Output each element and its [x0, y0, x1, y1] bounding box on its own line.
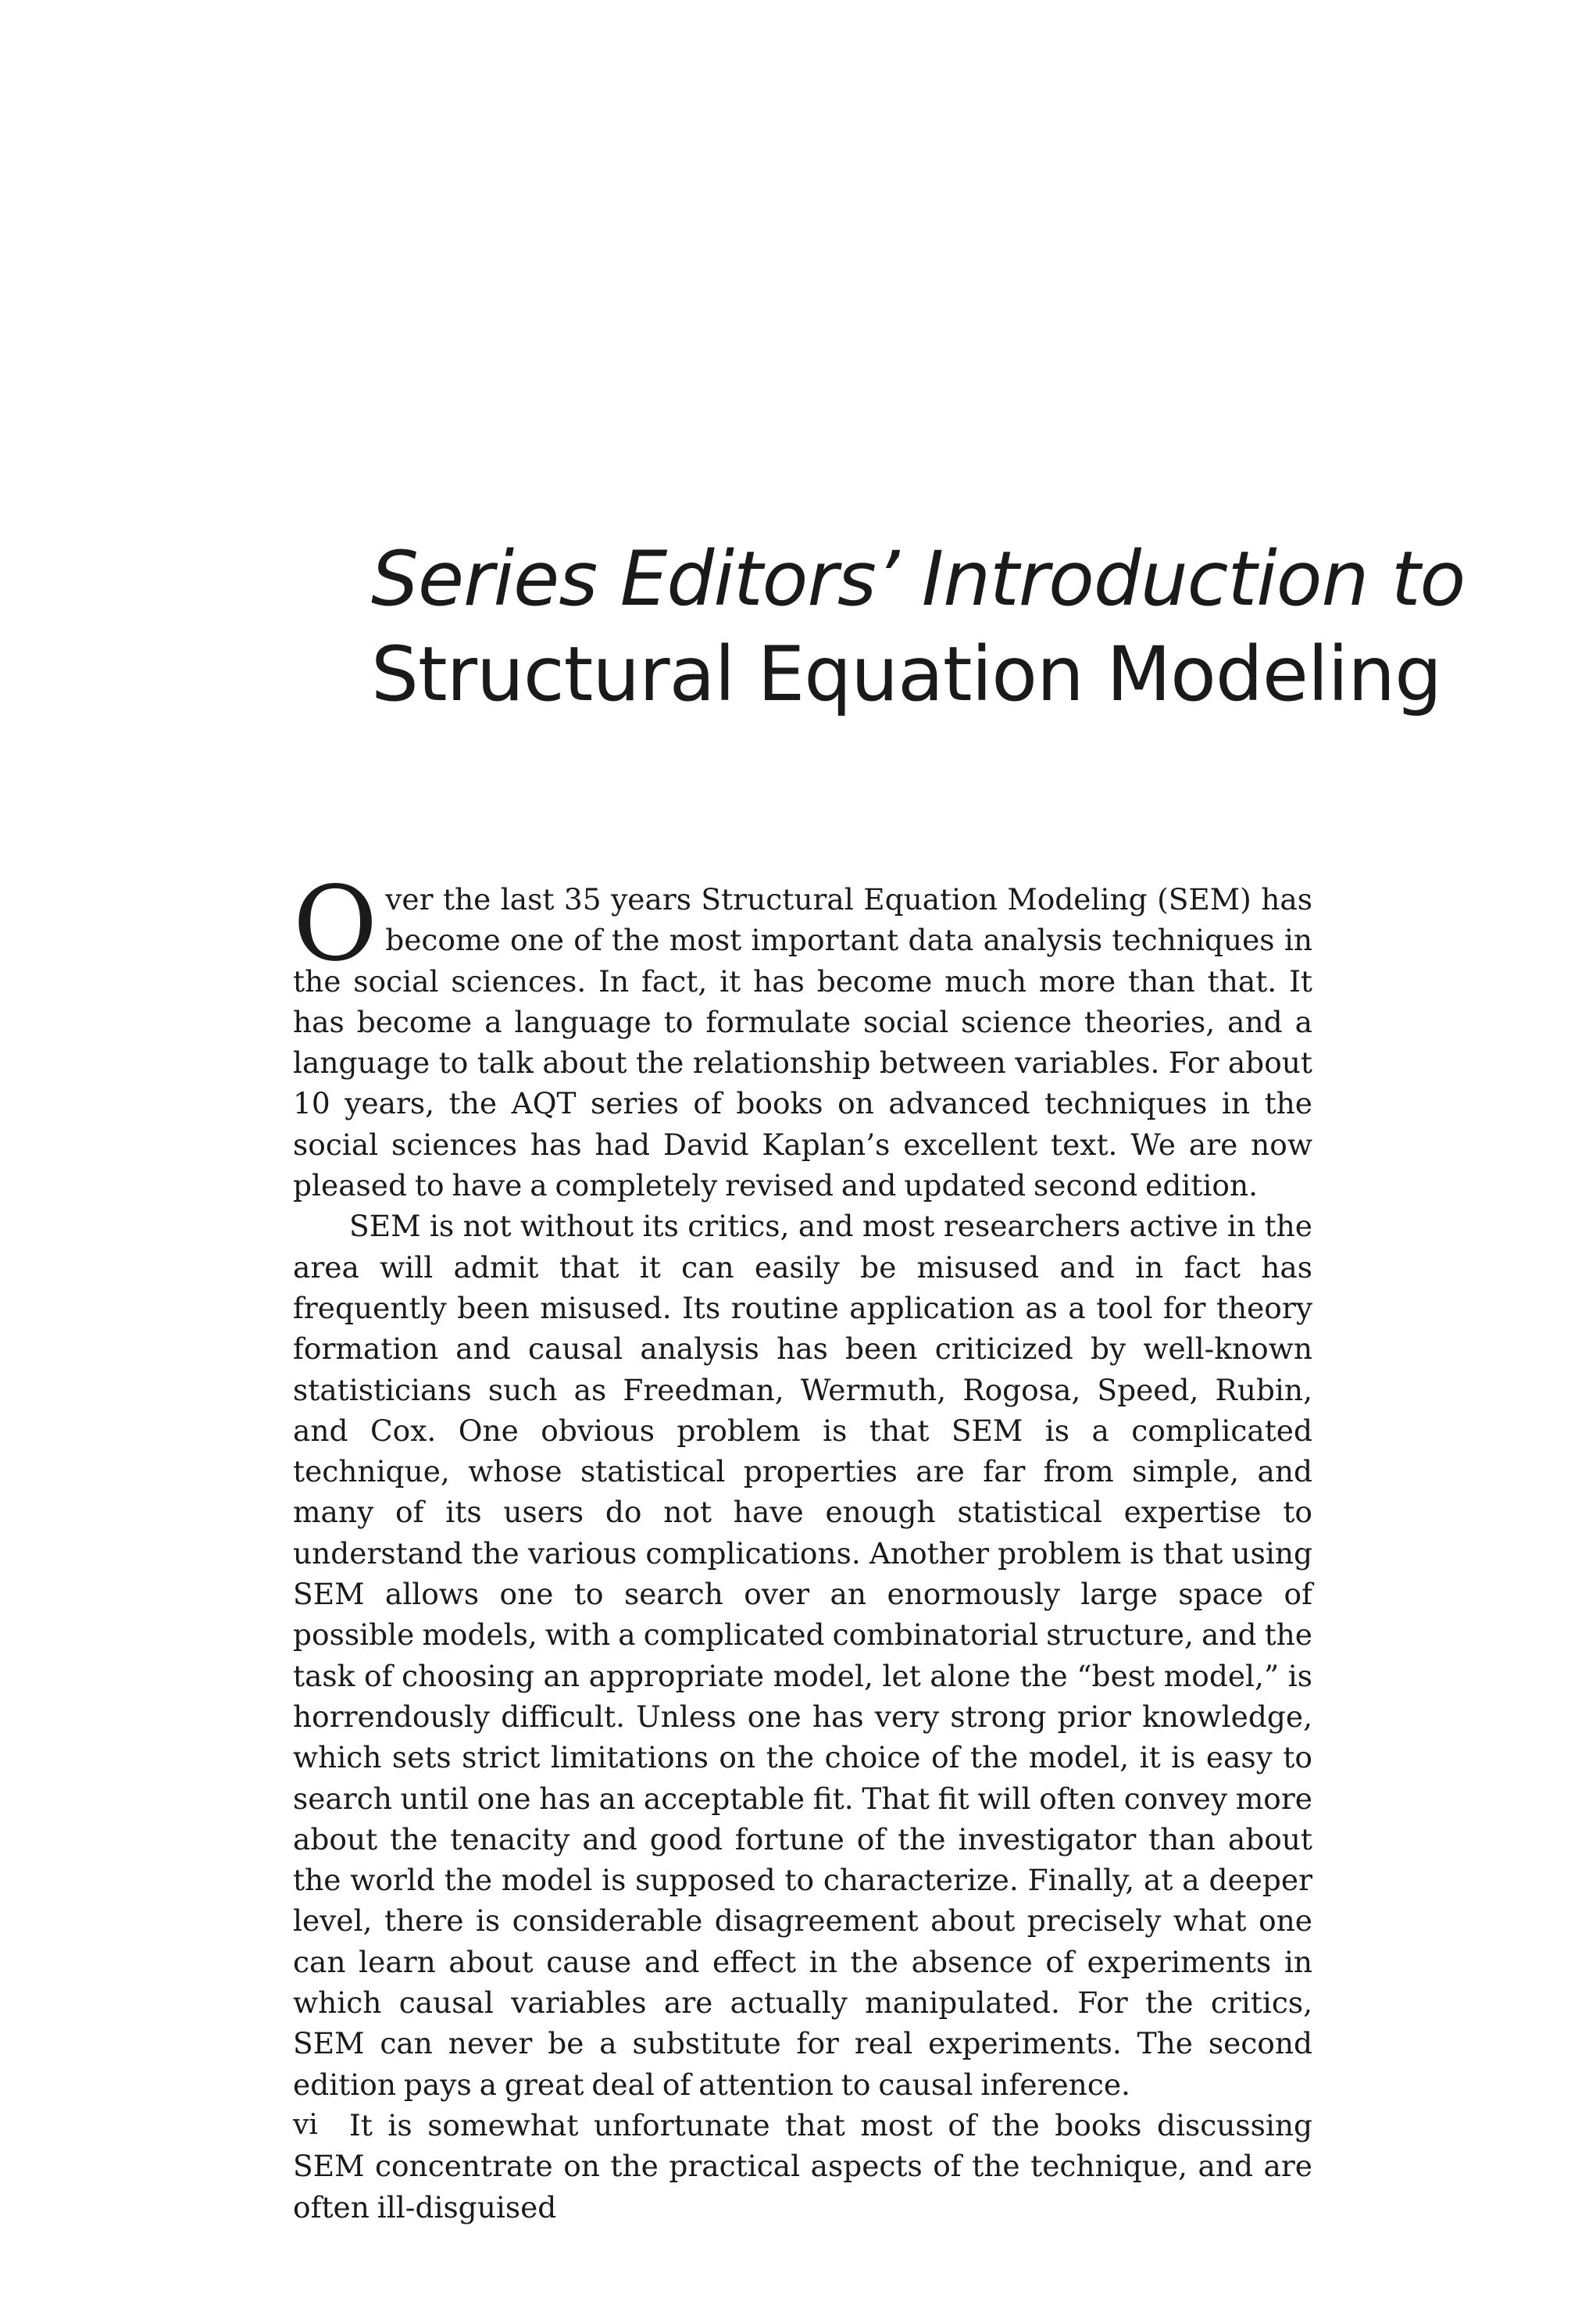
chapter-title-line-1: Series Editors’ Introduction to: [371, 535, 1466, 623]
chapter-title-line-2: Structural Equation Modeling: [371, 631, 1441, 718]
body-text: [293, 864, 1312, 2228]
chapter-title: [371, 531, 1466, 722]
drop-cap: O: [293, 864, 378, 985]
paragraph-1-text: ver the last 35 years Structural Equation Modeling (SEM) has become one of the most important data analysis techniques in the social sciences. In fact, it has become much more than that. It has become a language to formulate social science theories, and a language to talk about the relationship between variables. For about 10 years, the AQT series of books on advanced techniques in the social sciences has had David Kaplan’s excellent text. We are now pleased to have a completely revised and updated second edition.: [293, 882, 1312, 1203]
paragraph-2: SEM is not without its critics, and most researchers active in the area will admit that it can easily be misused and in fact has frequently been misused. Its routine application as a tool for theory formation and causal analysis has been criticized by well-known statisticians such as Freedman, Wermuth, Rogosa, Speed, Rubin, and Cox. One obvious problem is that SEM is a complicated technique, whose statistical properties are far from simple, and many of its users do not have enough statistical expertise to understand the various complications. Another problem is that using SEM allows one to search over an enormously large space of possible models, with a complicated combinatorial structure, and the task of choosing an appropriate model, let alone the “best model,” is horrendously difficult. Unless one has very strong prior knowledge, which sets strict limitations on the choice of the model, it is easy to search until one has an acceptable fit. That fit will often convey more about the tenacity and good fortune of the investigator than about the world the model is supposed to characterize. Finally, at a deeper level, there is considerable disagreement about precisely what one can learn about cause and effect in the absence of experiments in which causal variables are actually manipulated. For the critics, SEM can never be a substitute for real experiments. The second edition pays a great deal of attention to causal inference.: [293, 1209, 1312, 2102]
paragraph-3: It is somewhat unfortunate that most of the books discussing SEM concentrate on the practical aspects of the technique, and are often ill-disguised: [293, 2107, 1312, 2225]
paragraph-1: [293, 864, 1312, 1206]
page-number: vi: [293, 2109, 318, 2141]
